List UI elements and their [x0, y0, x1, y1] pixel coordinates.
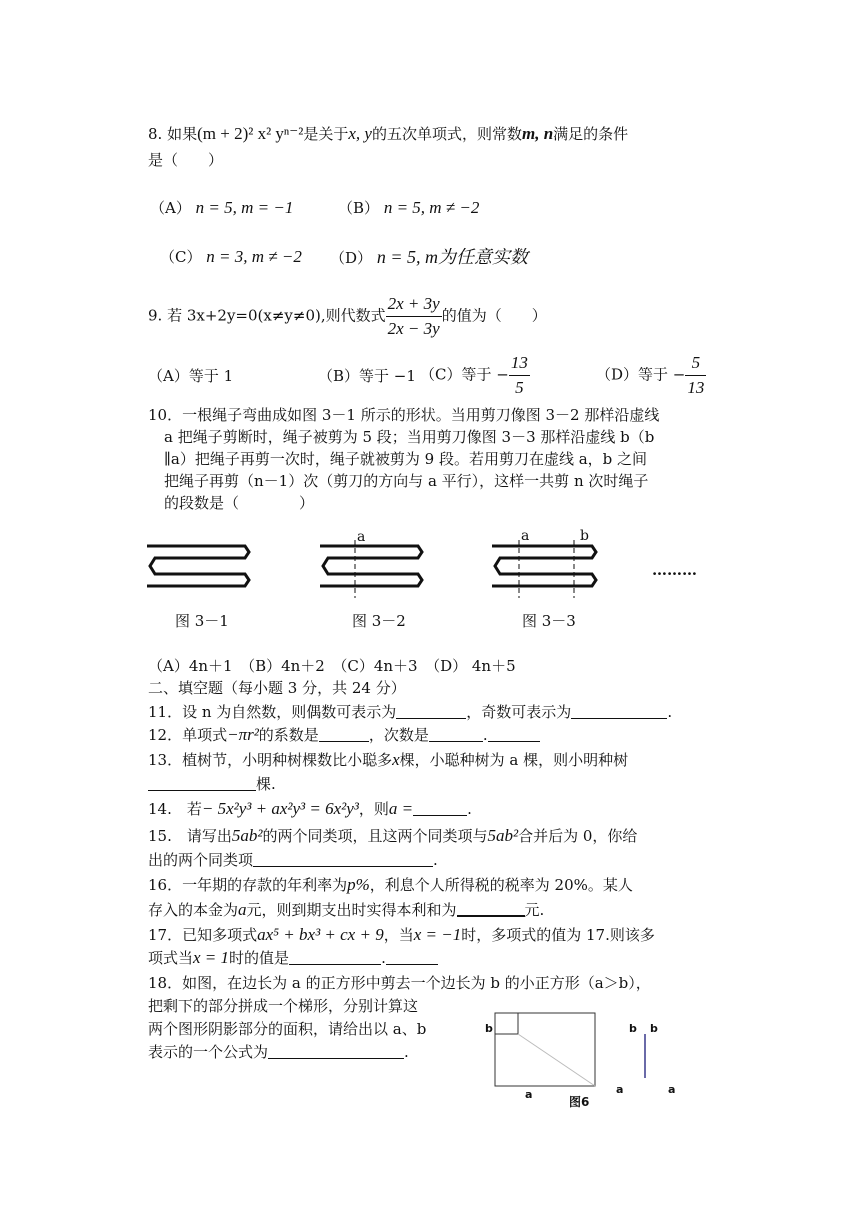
q18-line4: 表示的一个公式为 .	[148, 1043, 409, 1061]
q8-line1: 8. 如果(m + 2)² x² yⁿ⁻²是关于x, y的五次单项式，则常数m, n满足的条件	[148, 124, 629, 143]
section-2-heading: 二、填空题（每小题 3 分，共 24 分）	[148, 679, 406, 697]
rope-figure-3-1	[145, 538, 255, 606]
fig6-caption: 图6	[569, 1095, 590, 1109]
q16-blank[interactable]	[457, 901, 525, 917]
q10-options: （A）4n＋1 （B）4n＋2 （C）4n＋3 （D） 4n＋5	[148, 657, 516, 675]
q11-blank-1[interactable]	[396, 704, 466, 719]
q8-option-b: （B） n = 5, m ≠ −2	[338, 198, 480, 217]
q8-option-d: （D） n = 5, m为任意实数	[330, 247, 528, 267]
fig6-label-a: a	[525, 1088, 533, 1101]
fig6-trap-label-a2: a	[668, 1083, 676, 1096]
q15-blank[interactable]	[253, 852, 433, 867]
q17-line2: 项式当x = 1时的值是 .	[148, 948, 438, 968]
q17-line1: 17．已知多项式ax⁵ + bx³ + cx + 9，当x = −1时，多项式的值为 17.则该多	[148, 925, 655, 944]
q9-fraction: $\frac{2x + 3y}{2x - 3y}$	[387, 294, 440, 338]
fig3-3-caption: 图 3－3	[522, 612, 576, 630]
fig2-label-a: a	[357, 529, 366, 545]
q14-blank[interactable]	[413, 801, 467, 816]
q8-line2: 是（ ）	[148, 151, 224, 169]
fig3-label-a: a	[521, 528, 530, 544]
q13-blank[interactable]	[148, 776, 256, 791]
fig6-trap-label-b1: b	[629, 1022, 637, 1035]
figure-6-trapezoid	[640, 1030, 650, 1082]
q10-line2: a 把绳子剪断时，绳子被剪为 5 段；当用剪刀像图 3－3 那样沿虚线 b（b	[164, 428, 655, 446]
rope-figure-3-2	[318, 538, 428, 606]
q13-line1: 13．植树节，小明种树棵数比小聪多x棵，小聪种树为 a 棵，则小明种树	[148, 750, 629, 769]
fig6-trap-label-a1: a	[616, 1083, 624, 1096]
q17-blank[interactable]	[289, 950, 381, 965]
q8-option-c: （C） n = 3, m ≠ −2	[160, 247, 302, 266]
q9-option-c: （C）等于 − $\frac{13}{5}$	[420, 353, 528, 397]
q11-blank-2[interactable]	[571, 704, 667, 719]
fig3-1-caption: 图 3－1	[175, 612, 229, 630]
q18-line2: 把剩下的部分拼成一个梯形，分别计算这	[148, 997, 419, 1015]
q18-line3: 两个图形阴影部分的面积，请给出以 a、b	[148, 1020, 427, 1038]
q12: 12．单项式−πr²的系数是 ，次数是 .	[148, 725, 540, 745]
q10-line4: 把绳子再剪（n－1）次（剪刀的方向与 a 平行），这样一共剪 n 次时绳子	[164, 472, 649, 490]
q18-line1: 18．如图，在边长为 a 的正方形中剪去一个边长为 b 的小正方形（a＞b），	[148, 974, 651, 992]
q11: 11．设 n 为自然数，则偶数可表示为 ，奇数可表示为 .	[148, 703, 673, 721]
q13-line2: 棵.	[148, 774, 276, 794]
q16-line1: 16．一年期的存款的年利率为p%，利息个人所得税的税率为 20%。某人	[148, 875, 633, 894]
ellipsis: ………	[652, 561, 697, 579]
q15-line2: 出的两个同类项 .	[148, 851, 438, 869]
q10-line3: ∥a）把绳子再剪一次时，绳子就被剪为 9 段。若用剪刀在虚线 a，b 之间	[164, 450, 648, 468]
q10-line5: 的段数是（ ）	[164, 494, 315, 512]
q8-option-a: （A） n = 5, m = −1	[150, 198, 294, 217]
q8-expression: (m + 2)² x² yⁿ⁻²	[197, 124, 304, 143]
fig3-2-caption: 图 3－2	[352, 612, 406, 630]
fig3-label-b: b	[580, 528, 589, 544]
rope-figure-3-3	[490, 538, 605, 606]
q9-option-b: （B）等于 −1	[318, 367, 416, 385]
q12-blank-2[interactable]	[429, 727, 483, 742]
q9-stem: 9. 若 3x+2y=0(x≠y≠0),则代数式 $\frac{2x + 3y}{2x - 3y}$ 的值为（ ）	[148, 292, 547, 341]
figure-6-square	[490, 1010, 600, 1090]
fig6-trap-label-b2: b	[650, 1022, 658, 1035]
q10-line1: 10．一根绳子弯曲成如图 3－1 所示的形状。当用剪刀像图 3－2 那样沿虚线	[148, 406, 660, 424]
fig6-label-b: b	[485, 1022, 493, 1035]
q14: 14. 若− 5x²y³ + ax²y³ = 6x²y³，则a = .	[148, 799, 472, 818]
q15-line1: 15. 请写出5ab²的两个同类项，且这两个同类项与5ab²合并后为 0，你给	[148, 826, 638, 845]
q16-line2: 存入的本金为a元，则到期支出时实得本利和为 元.	[148, 900, 545, 919]
q9-option-d: （D）等于 − $\frac{5}{13}$	[596, 353, 705, 397]
q18-blank[interactable]	[268, 1044, 404, 1059]
q9-option-a: （A）等于 1	[148, 367, 234, 385]
q12-blank-1[interactable]	[319, 727, 369, 742]
